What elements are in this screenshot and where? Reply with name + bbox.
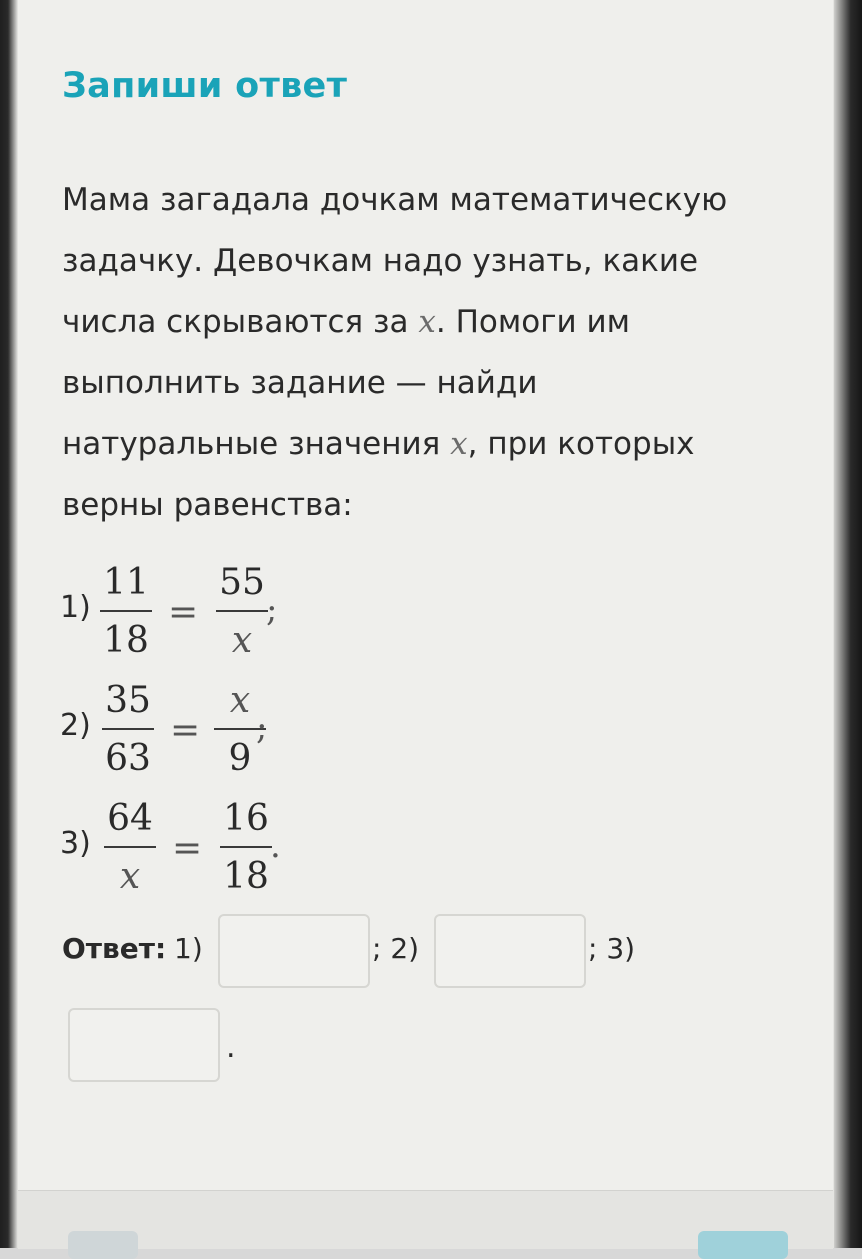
denominator: 9 [228, 738, 252, 779]
denominator: 63 [105, 738, 151, 779]
bottom-right-button[interactable] [698, 1231, 788, 1259]
equation-end: ; [256, 708, 268, 748]
device-bezel [834, 0, 862, 1248]
numerator: 55 [219, 562, 265, 603]
problem-line-5-end: , при которых [467, 426, 695, 462]
equals-sign: = [168, 592, 199, 633]
answer-input-1[interactable] [218, 914, 370, 988]
fraction-bar [100, 610, 152, 612]
left-fraction [100, 796, 160, 900]
problem-text [62, 170, 822, 536]
equation-label: 1) [60, 590, 91, 625]
bottom-left-button[interactable] [68, 1231, 138, 1259]
left-fraction [98, 678, 158, 782]
answer-part-3-label: ; 3) [588, 932, 636, 965]
equals-sign: = [172, 828, 203, 869]
numerator: 16 [223, 798, 269, 839]
equation-1 [60, 560, 380, 660]
equation-end: . [270, 826, 281, 866]
bottom-bar [18, 1190, 833, 1249]
problem-line-5 [62, 414, 822, 475]
page-title: Запиши ответ [62, 66, 348, 106]
variable-x: x [450, 426, 468, 462]
problem-line-1: Мама загадала дочкам математическую [62, 182, 728, 218]
fraction-bar [220, 846, 272, 848]
equation-label: 2) [60, 708, 91, 743]
equation-end: ; [266, 590, 278, 630]
answer-label: Ответ: [62, 932, 167, 965]
numerator: 64 [107, 798, 153, 839]
problem-line-3 [62, 292, 822, 353]
fraction-bar [102, 728, 154, 730]
numerator: x [229, 680, 251, 721]
problem-line-3-end: . Помоги им [435, 304, 631, 340]
numerator: 35 [105, 680, 151, 721]
problem-line-5-start: натуральные значения [62, 426, 441, 462]
left-fraction [96, 560, 156, 664]
answer-input-3[interactable] [68, 1008, 220, 1082]
denominator: 18 [223, 856, 269, 897]
answer-end: . [226, 1030, 236, 1065]
answer-part-2-label: ; 2) [372, 932, 420, 965]
fraction-bar [216, 610, 268, 612]
numerator: 11 [103, 562, 149, 603]
denominator: 18 [103, 620, 149, 661]
equation-2 [60, 678, 380, 778]
equation-3 [60, 796, 380, 896]
problem-line-4: выполнить задание — найди [62, 365, 538, 401]
right-fraction [212, 560, 272, 664]
problem-line-2: задачку. Девочкам надо узнать, какие [62, 243, 699, 279]
right-fraction [216, 796, 276, 900]
equals-sign: = [170, 710, 201, 751]
denominator: x [119, 856, 141, 897]
answer-part-1-label: 1) [174, 932, 203, 965]
problem-line-6: верны равенства: [62, 487, 353, 523]
equation-label: 3) [60, 826, 91, 861]
denominator: x [231, 620, 253, 661]
problem-line-3-start: числа скрываются за [62, 304, 409, 340]
fraction-bar [104, 846, 156, 848]
answer-input-2[interactable] [434, 914, 586, 988]
variable-x: x [418, 304, 436, 340]
